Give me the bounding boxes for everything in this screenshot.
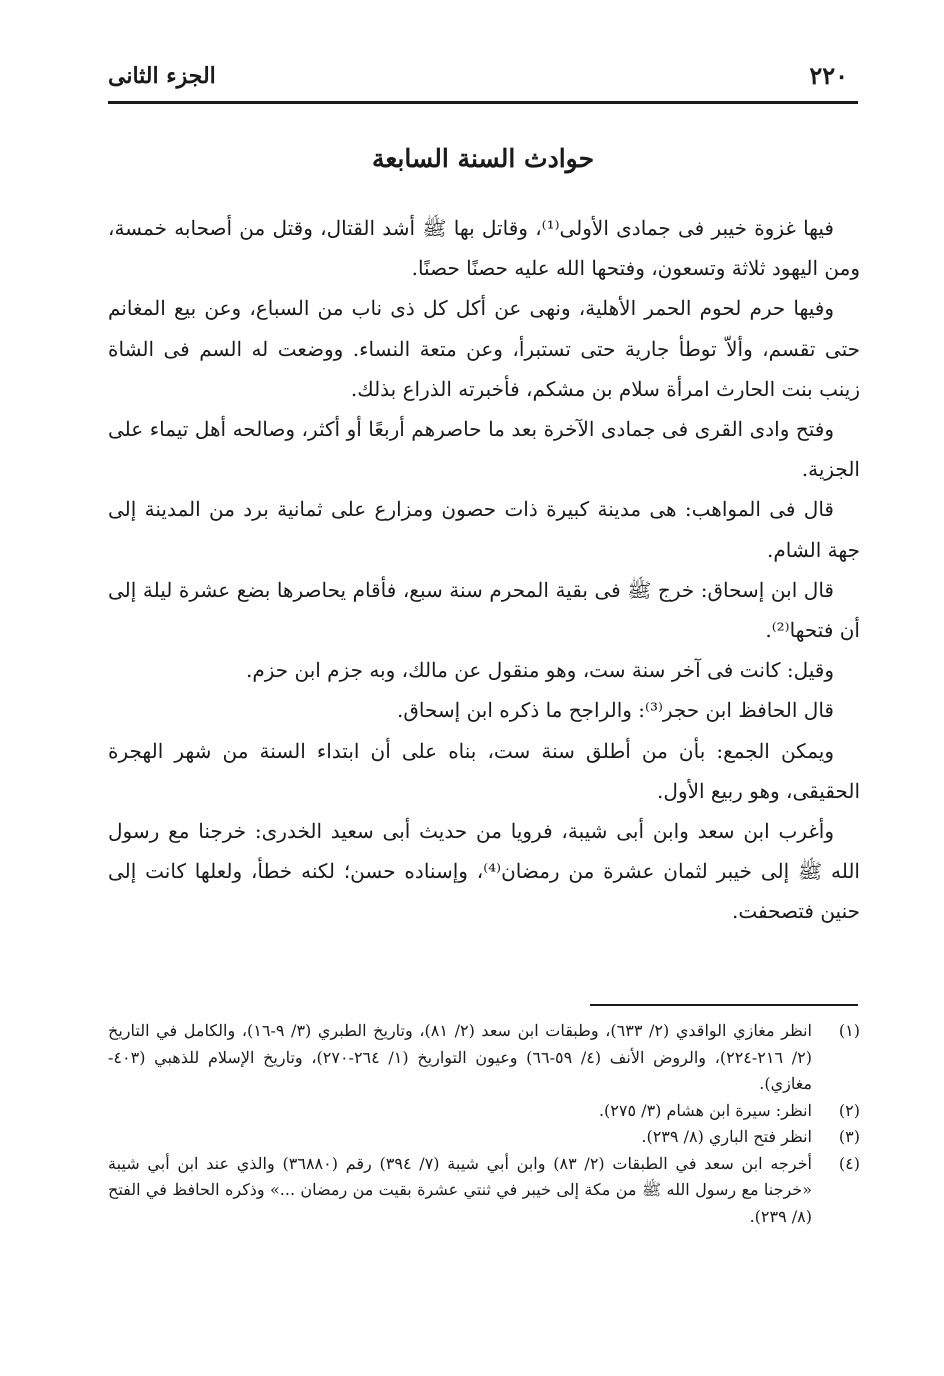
footnote-mark: (١)	[838, 1021, 860, 1040]
paragraph: وفتح وادى القرى فى جمادى الآخرة بعد ما حاصرهم أربعًا أو أكثر، وصالحه أهل تيماء على الجزية.	[108, 417, 860, 482]
footnote	[108, 1151, 860, 1231]
running-title: الجزء الثانى	[108, 63, 216, 89]
paragraph: وأغرب ابن سعد وابن أبى شيبة، فرويا من حديث أبى سعيد الخدرى: خرجنا مع رسول الله ﷺ إلى خيبر لثمان عشرة من رمضان⁽⁴⁾، وإسناده حسن؛ لكنه خطأ، ولعلها كانت إلى حنين فتصحفت.	[108, 819, 860, 924]
footnote	[108, 1124, 860, 1151]
footnote	[108, 1098, 860, 1125]
body-text	[108, 208, 860, 932]
footnote-mark: (٢)	[838, 1100, 860, 1120]
paragraph: قال ابن إسحاق: خرج ﷺ فى بقية المحرم سنة سبع، فأقام يحاصرها بضع عشرة ليلة إلى أن فتحها⁽²⁾.	[108, 577, 860, 643]
footnotes	[108, 1018, 860, 1230]
header-rule	[108, 101, 858, 104]
section-title: حوادث السنة السابعة	[371, 144, 595, 173]
footnote	[108, 1018, 860, 1098]
footnote-text: انظر فتح الباري (٨/ ٢٣٩).	[641, 1127, 812, 1146]
page-number: ٢٢٠	[809, 61, 848, 90]
footnote-mark: (٣)	[838, 1127, 860, 1146]
paragraph: وفيها حرم لحوم الحمر الأهلية، ونهى عن أكل كل ذى ناب من السباع، وعن بيع المغانم حتى تقسم، وألاّ توطأ جارية حتى تستبرأ، وعن متعة النساء. ووضعت له السم فى الشاة زينب بنت الحارث امرأة سلام بن مشكم، فأخبرته الذراع بذلك.	[108, 296, 860, 401]
footnote-text: أخرجه ابن سعد في الطبقات (٢/ ٨٣) وابن أبي شيبة (٧/ ٣٩٤) رقم (٣٦٨٨٠) والذي عند ابن أبي شيبة «خرجنا مع رسول الله ﷺ من مكة إلى خيبر في ثنتي عشرة بقيت من رمضان ...» وذكره الحافظ في الفتح (٨/ ٢٣٩).	[108, 1153, 812, 1226]
footnote-separator	[590, 1004, 858, 1006]
footnote-mark: (٤)	[838, 1153, 860, 1173]
paragraph: فيها غزوة خيبر فى جمادى الأولى⁽¹⁾، وقاتل بها ﷺ أشد القتال، وقتل من أصحابه خمسة، ومن اليهود ثلاثة وتسعون، وفتحها الله عليه حصنًا حصنًا.	[108, 216, 860, 281]
paragraph: وقيل: كانت فى آخر سنة ست، وهو منقول عن مالك، وبه جزم ابن حزم.	[245, 658, 834, 683]
page-header	[108, 58, 848, 94]
footnote-text: انظر: سيرة ابن هشام (٣/ ٢٧٥).	[598, 1100, 812, 1120]
paragraph: ويمكن الجمع: بأن من أطلق سنة ست، بناه على أن ابتداء السنة من شهر الهجرة الحقيقى، وهو ربيع الأول.	[108, 738, 860, 803]
paragraph: قال الحافظ ابن حجر⁽³⁾: والراجح ما ذكره ابن إسحاق.	[397, 698, 834, 723]
footnote-text: انظر مغازي الواقدي (٢/ ٦٣٣)، وطبقات ابن سعد (٢/ ٨١)، وتاريخ الطبري (٣/ ٩-١٦)، والكامل في التاريخ (٢/ ٢١٦-٢٢٤)، والروض الأنف (٤/ ٥٩-٦٦) وعيون التواريخ (١/ ٢٦٤-٢٧٠)، وتاريخ الإسلام للذهبي (٤٠٣-مغازي).	[108, 1021, 812, 1093]
paragraph: قال فى المواهب: هى مدينة كبيرة ذات حصون ومزارع على ثمانية برد من المدينة إلى جهة الشام.	[108, 497, 860, 562]
